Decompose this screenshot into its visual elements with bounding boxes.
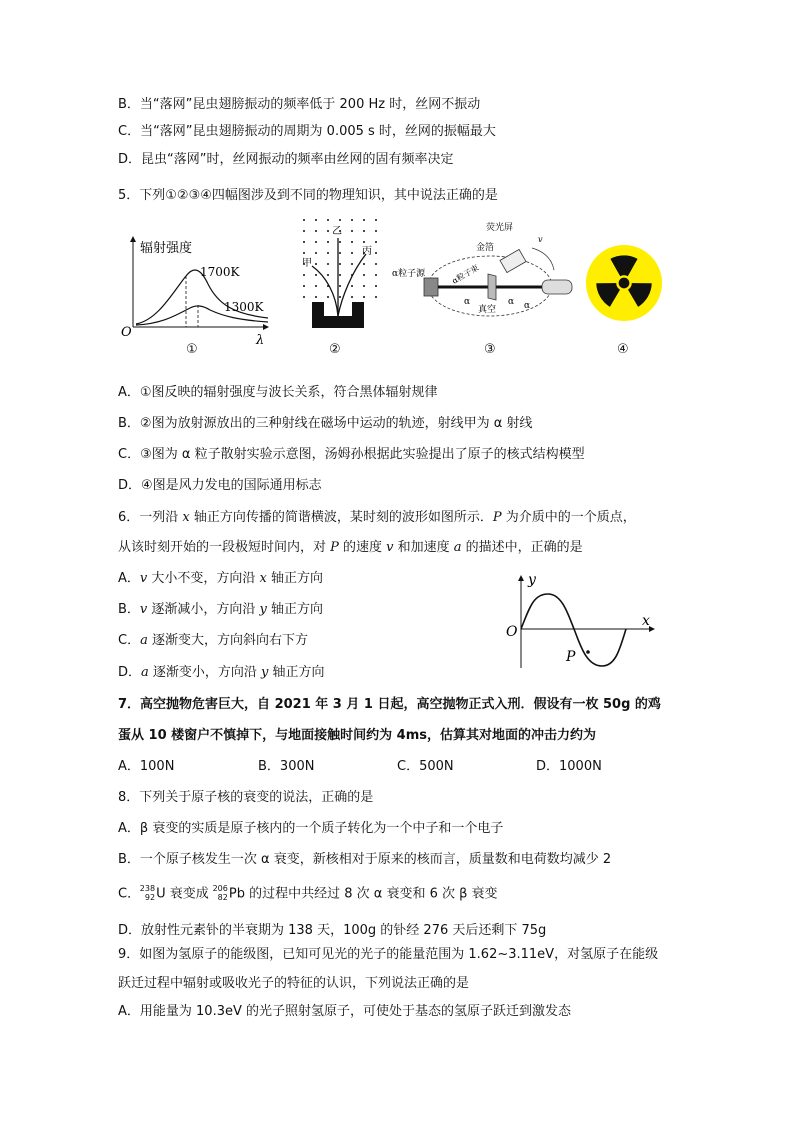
field-dot: [327, 219, 329, 221]
field-dot: [363, 230, 365, 232]
field-dot: [315, 296, 317, 298]
uranium-nuclide: 238 92: [139, 884, 156, 902]
q9-stem-line-2: 跃迁过程中辐射或吸收光子的特征的认识，下列说法正确的是: [118, 976, 470, 991]
field-dot: [375, 296, 377, 298]
field-dot: [351, 263, 353, 265]
field-dot: [363, 263, 365, 265]
field-dot: [363, 241, 365, 243]
fig3-label-beam: α粒子束: [450, 263, 481, 286]
field-dot: [375, 241, 377, 243]
fig2-label-bing: 丙: [362, 246, 372, 257]
field-dot: [315, 219, 317, 221]
field-dot: [351, 285, 353, 287]
wave-label-p: P: [566, 649, 576, 665]
field-dot: [375, 219, 377, 221]
fig3-detector-tube: [542, 280, 572, 294]
fig3-label-screen: 荧光屏: [486, 223, 514, 233]
field-dot: [339, 296, 341, 298]
q5-option-d: D．④图是风力发电的国际通用标志: [118, 478, 322, 493]
fig3-label-v: v: [538, 235, 543, 244]
field-dot: [327, 263, 329, 265]
q6-option-d: D．a 逐渐变小，方向沿 y 轴正方向: [118, 665, 325, 680]
field-dot: [351, 219, 353, 221]
field-dot: [315, 285, 317, 287]
field-dot: [315, 274, 317, 276]
q9-option-a: A．用能量为 10.3eV 的光子照射氢原子，可使处于基态的氢原子跃迁到激发态: [118, 1004, 571, 1019]
q7-stem-line-2: 蛋从 10 楼窗户不慎掉下，与地面接触时间约为 4ms，估算其对地面的冲击力约为: [118, 728, 596, 743]
q6-option-b: B．v 逐渐减小，方向沿 y 轴正方向: [118, 602, 324, 617]
field-dot: [363, 285, 365, 287]
field-dot: [327, 230, 329, 232]
fig3-rotation-arrow: [532, 248, 554, 270]
fig2-label-yi: 乙: [332, 226, 342, 237]
q5-option-c: C．③图为 α 粒子散射实验示意图，汤姆孙根据此实验提出了原子的核式结构模型: [118, 447, 585, 462]
field-dot: [303, 241, 305, 243]
fig1-origin: O: [121, 325, 132, 340]
field-dot: [375, 230, 377, 232]
field-dot: [339, 219, 341, 221]
field-dot: [315, 230, 317, 232]
field-dot: [375, 252, 377, 254]
q7-option-d: D．1000N: [536, 759, 602, 774]
q6-option-a: A．v 大小不变，方向沿 x 轴正方向: [118, 571, 324, 586]
q9-stem-line-1: 9．如图为氢原子的能级图，已知可见光的光子的能量范围为 1.62~3.11eV，对氢原子在能级: [118, 947, 659, 962]
field-dot: [351, 230, 353, 232]
field-dot: [303, 252, 305, 254]
q8-option-c: C． 238 92 U 衰变成 206 82 Pb 的过程中共经过 8 次 α 衰变和 6 次 β 衰变: [118, 884, 498, 902]
q7-option-c: C．500N: [397, 759, 454, 774]
field-dot: [327, 296, 329, 298]
field-dot: [339, 241, 341, 243]
field-dot: [303, 230, 305, 232]
field-dot: [339, 285, 341, 287]
q4-option-b: B．当“落网”昆虫翅膀振动的频率低于 200 Hz 时，丝网不振动: [118, 97, 481, 112]
q8-stem: 8．下列关于原子核的衰变的说法，正确的是: [118, 790, 374, 805]
field-dot: [351, 252, 353, 254]
wave-point-p: [586, 650, 590, 654]
fig4-caption: ④: [617, 342, 629, 357]
fig3-caption: ③: [484, 342, 496, 357]
field-dot: [327, 252, 329, 254]
q6-stem-line-2: 从该时刻开始的一段极短时间内，对 P 的速度 v 和加速度 a 的描述中，正确的是: [118, 540, 583, 555]
field-dot: [363, 219, 365, 221]
field-dot: [315, 263, 317, 265]
q5-option-b: B．②图为放射源放出的三种射线在磁场中运动的轨迹，射线甲为 α 射线: [118, 416, 533, 431]
field-dot: [363, 296, 365, 298]
q8-option-b: B．一个原子核发生一次 α 衰变，新核相对于原来的核而言，质量数和电荷数均减少 2: [118, 852, 612, 867]
fig3-source-block: [424, 278, 438, 296]
field-dot: [351, 296, 353, 298]
fig3-label-source: α粒子源: [392, 269, 426, 279]
field-dot: [375, 274, 377, 276]
figure-wave-graph: [504, 568, 664, 672]
q4-option-c: C．当“落网”昆虫翅膀振动的周期为 0.005 s 时，丝网的振幅最大: [118, 124, 496, 139]
field-dot: [375, 285, 377, 287]
fig2-label-jia: 甲: [302, 258, 312, 269]
fig1-label-1700k: 1700K: [200, 265, 240, 279]
wave-label-y: y: [528, 572, 536, 588]
q7-option-b: B．300N: [258, 759, 315, 774]
fig3-label-alpha-3: α: [464, 297, 471, 307]
field-dot: [339, 274, 341, 276]
radiation-icon: [585, 244, 663, 322]
wave-label-x: x: [642, 613, 650, 629]
fig3-label-alpha-2: α: [524, 301, 531, 311]
field-dot: [375, 263, 377, 265]
q7-option-a: A．100N: [118, 759, 175, 774]
fig3-screen-box: [500, 249, 526, 272]
field-dot: [303, 219, 305, 221]
q8-option-a: A．β 衰变的实质是原子核内的一个质子转化为一个中子和一个电子: [118, 821, 504, 836]
figure-3-alpha-scattering: [392, 218, 578, 322]
field-dot: [327, 241, 329, 243]
fig1-xlabel: λ: [256, 333, 265, 347]
lead-nuclide: 206 82: [212, 884, 228, 902]
wave-label-o: O: [506, 624, 518, 640]
field-dot: [363, 274, 365, 276]
field-dot: [351, 241, 353, 243]
field-dot: [315, 252, 317, 254]
fig1-caption: ①: [186, 342, 198, 357]
field-dot: [339, 263, 341, 265]
fig3-label-foil: 金箔: [476, 243, 495, 253]
fig3-gold-foil: [488, 274, 496, 300]
field-dot: [327, 274, 329, 276]
fig1-ylabel: 辐射强度: [140, 241, 193, 256]
q6-stem-line-1: 6．一列沿 x 轴正方向传播的简谐横波，某时刻的波形如图所示．P 为介质中的一个质点，: [118, 510, 636, 525]
field-dot: [303, 296, 305, 298]
field-dot: [303, 274, 305, 276]
figure-1-blackbody: [118, 232, 278, 347]
fig1-label-1300k: 1300K: [224, 300, 264, 314]
field-dot: [303, 285, 305, 287]
q6-option-c: C．a 逐渐变大，方向斜向右下方: [118, 633, 308, 648]
q4-option-d: D．昆虫“落网”时，丝网振动的频率由丝网的固有频率决定: [118, 152, 454, 167]
field-dot: [339, 252, 341, 254]
q7-stem-line-1: 7．高空抛物危害巨大，自 2021 年 3 月 1 日起，高空抛物正式入刑．假设有一枚 50g 的鸡: [118, 697, 661, 712]
fig3-label-vacuum: 真空: [478, 305, 497, 315]
q5-option-a: A．①图反映的辐射强度与波长关系，符合黑体辐射规律: [118, 385, 438, 400]
fig3-label-alpha-1: α: [508, 297, 515, 307]
q8-option-d: D．放射性元素钋的半衰期为 138 天，100g 的钋经 276 天后还剩下 75g: [118, 923, 547, 938]
field-dot: [315, 241, 317, 243]
fig2-caption: ②: [329, 342, 341, 357]
q5-stem: 5．下列①②③④四幅图涉及到不同的物理知识，其中说法正确的是: [118, 188, 498, 203]
figure-2-rays: [296, 214, 380, 332]
